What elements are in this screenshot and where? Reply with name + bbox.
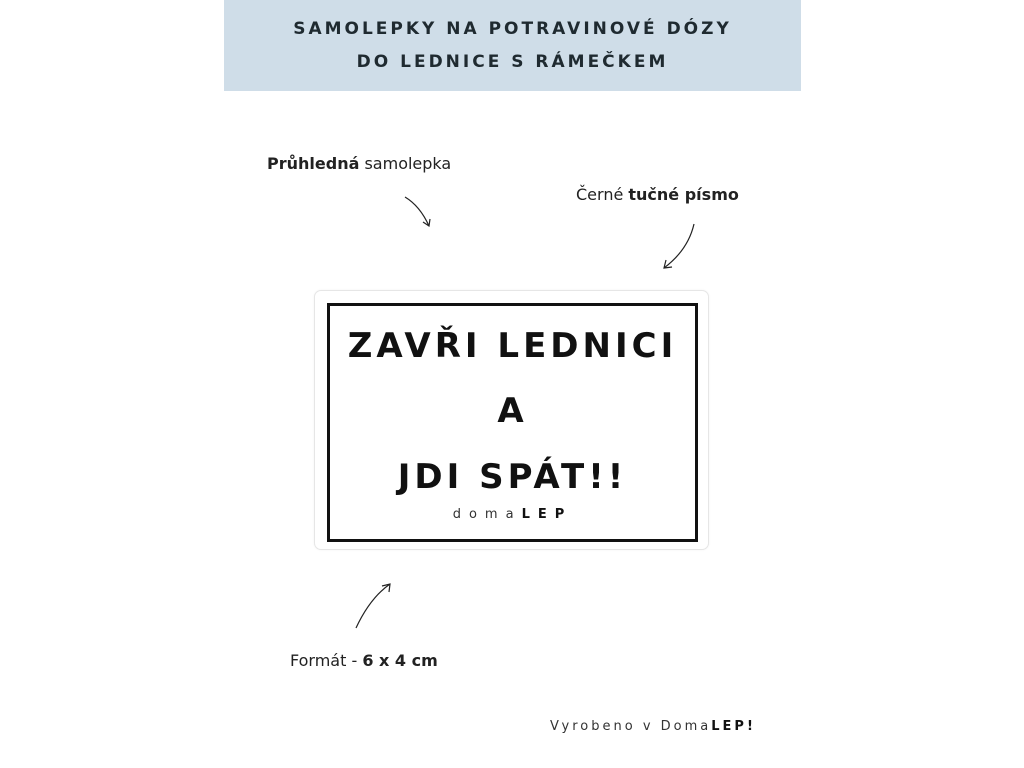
arrow-icon-font	[658, 220, 704, 274]
sticker-text-line3: JDI SPÁT!!	[397, 457, 628, 497]
arrow-icon-transparent	[400, 192, 440, 232]
footer-credit	[550, 719, 756, 734]
sticker-brand-bold: LEP	[521, 507, 573, 522]
annotation-transparent-bold: Průhledná	[267, 154, 360, 173]
annotation-font	[576, 185, 739, 204]
annotation-format-text: Formát -	[290, 651, 363, 670]
annotation-format	[290, 651, 438, 670]
sticker-text-line1: ZAVŘI LEDNICI	[347, 326, 678, 366]
footer-credit-bold: LEP!	[711, 719, 756, 734]
annotation-transparent	[267, 154, 451, 173]
header-title-line1: SAMOLEPKY NA POTRAVINOVÉ DÓZY	[293, 18, 732, 39]
annotation-transparent-text: samolepka	[359, 154, 452, 173]
sticker-frame	[327, 303, 698, 542]
annotation-font-bold: tučné písmo	[628, 185, 739, 204]
arrow-icon-format	[352, 580, 398, 632]
header-banner	[224, 0, 801, 91]
sticker-preview	[314, 290, 709, 550]
sticker-brand-light: doma	[452, 507, 522, 522]
annotation-font-text: Černé	[576, 185, 629, 204]
header-title-line2: DO LEDNICE S RÁMEČKEM	[356, 51, 669, 72]
footer-credit-light: Vyrobeno v Doma	[550, 719, 712, 734]
sticker-brand	[330, 507, 695, 522]
sticker-text-line2: A	[497, 391, 528, 431]
annotation-format-bold: 6 x 4 cm	[362, 651, 438, 670]
